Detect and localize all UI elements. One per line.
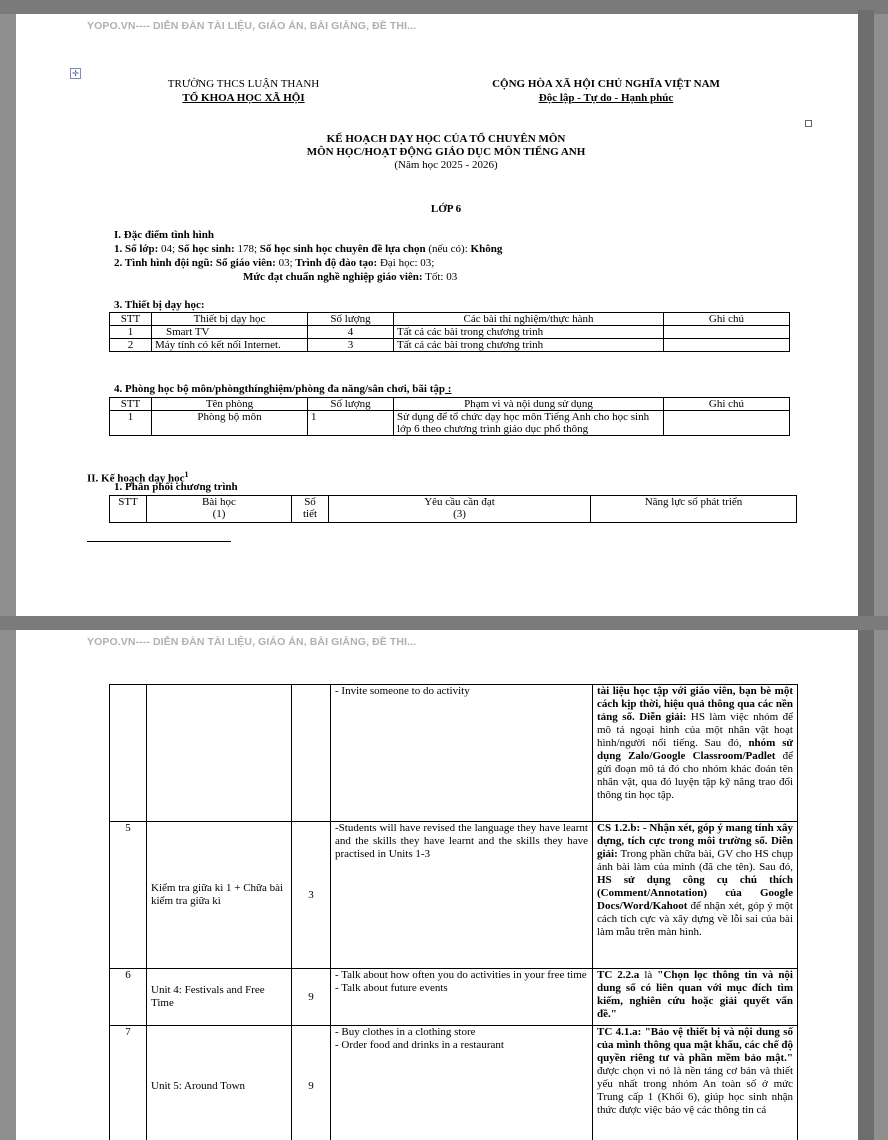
header-periods: Số bbox=[304, 496, 316, 508]
header-cell: Ghi chú bbox=[664, 398, 790, 411]
skill-text-bold: tài liệu học tập với giáo viên, bạn bè một cách kịp thời, hiệu quả thông qua các nền tảng số. Diễn giải: bbox=[597, 685, 793, 723]
table-cell: 1 bbox=[308, 411, 394, 436]
program-table bbox=[109, 684, 798, 1140]
skill-text: để nhận xét, góp ý một cách tích cực và xây dựng về lỗi sai của bài làm mẫu trên màn hình. bbox=[597, 900, 793, 938]
section-2-heading-text: II. Kế hoạch dạy học bbox=[87, 472, 185, 485]
table-cell bbox=[664, 339, 790, 352]
section-1-line-3 bbox=[243, 271, 457, 284]
table-cell: 1 bbox=[110, 326, 152, 339]
table-cell: 3 bbox=[308, 339, 394, 352]
table-cell bbox=[593, 822, 798, 969]
skill-text-bold: "Chọn lọc thông tin và nội dung số có liên quan với mục đích tìm kiếm, nghiên cứu hoặc giải quyết vấn đề." bbox=[597, 969, 793, 1020]
skill-text: HS làm việc nhóm để mô tả ngoại hình của một nhân vật hoạt hình/người nổi tiếng. Sau đó, bbox=[597, 711, 793, 749]
document-page-1 bbox=[16, 14, 858, 616]
header-requirement-num: (3) bbox=[453, 508, 466, 520]
table-cell bbox=[664, 326, 790, 339]
table-cell: 6 bbox=[110, 969, 147, 1026]
document-page-2 bbox=[16, 630, 858, 1140]
country-name: CỘNG HÒA XÃ HỘI CHỦ NGHĨA VIỆT NAM bbox=[492, 78, 720, 90]
grade-title: LỚP 6 bbox=[430, 203, 462, 215]
label-standard: Mức đạt chuẩn nghề nghiệp giáo viên: bbox=[243, 271, 423, 283]
header-cell: Số lượng bbox=[308, 398, 394, 411]
value-standard: Tốt: 03 bbox=[422, 271, 458, 283]
header-periods-2: tiết bbox=[302, 508, 318, 520]
requirement-line: - Talk about future events bbox=[335, 982, 448, 994]
window-top-strip bbox=[0, 0, 888, 14]
rooms-heading-text: 4. Phòng học bộ môn/phòngthínghiệm/phòng đa năng/sân chơi, bãi tập bbox=[114, 383, 446, 395]
table-row bbox=[110, 339, 790, 352]
skill-text: Trong phần chữa bài, GV cho HS chụp ảnh bài làm của mình (đã che tên). Sau đó, bbox=[597, 848, 793, 873]
page-gap bbox=[0, 616, 888, 630]
header-cell bbox=[329, 496, 591, 523]
table-cell: Máy tính có kết nối Internet. bbox=[152, 339, 308, 352]
table-cell: -Students will have revised the language they have learnt and the skills they have learnt and the skills they have practised in Units 1-3 bbox=[331, 822, 593, 969]
section-1-line-1 bbox=[114, 243, 502, 256]
header-cell bbox=[147, 496, 292, 523]
table-cell: 7 bbox=[110, 1026, 147, 1140]
value-teachers: 03; bbox=[275, 257, 293, 269]
requirement-line: - Order food and drinks in a restaurant bbox=[335, 1039, 504, 1051]
motto bbox=[446, 92, 766, 105]
table-cell bbox=[110, 685, 147, 822]
school-name: TRƯỜNG THCS LUẬN THANH bbox=[167, 78, 320, 90]
page-header: YOPO.VN---- DIỄN ĐÀN TÀI LIỆU, GIÁO ÁN, BÀI GIẢNG, ĐỀ THI... bbox=[87, 636, 417, 648]
header-cell: Phạm vi và nội dung sử dụng bbox=[394, 398, 664, 411]
skill-text: để gửi đoạn mô tả đó cho nhóm khác đoán tên nhân vật, qua đó luyện tập kỹ năng trao đổi thông tin học tập. bbox=[597, 750, 794, 801]
vertical-scrollbar[interactable] bbox=[858, 10, 874, 1140]
table-cell: 9 bbox=[292, 1026, 331, 1140]
equipment-table bbox=[109, 312, 790, 352]
header-cell: STT bbox=[110, 398, 152, 411]
table-header-row bbox=[110, 313, 790, 326]
footnote-mark: 1 bbox=[184, 470, 189, 479]
table-cell: 2 bbox=[110, 339, 152, 352]
skill-text: được chọn vì nó là nền tảng cơ bản và thiết yếu nhất trong nhóm An toàn số ở mức Trung cấp 1 (Khối 6), giúp học sinh nhận thức được việc bảo vệ các thông tin cá bbox=[597, 1065, 793, 1116]
table-row bbox=[110, 411, 790, 436]
label-elective-paren: (nếu có): bbox=[425, 243, 468, 255]
table-cell: Unit 4: Festivals and Free Time bbox=[147, 969, 292, 1026]
doc-title-1: KẾ HOẠCH DẠY HỌC CỦA TỔ CHUYÊN MÔN bbox=[326, 133, 566, 145]
header-cell: Số lượng bbox=[308, 313, 394, 326]
header-cell: STT bbox=[110, 496, 147, 523]
table-cell bbox=[292, 685, 331, 822]
header-cell: STT bbox=[110, 313, 152, 326]
requirement-line: - Buy clothes in a clothing store bbox=[335, 1026, 476, 1038]
requirement-line: - Talk about how often you do activities in your free time bbox=[335, 969, 587, 981]
department-name bbox=[146, 92, 341, 105]
page-header: YOPO.VN---- DIỄN ĐÀN TÀI LIỆU, GIÁO ÁN, BÀI GIẢNG, ĐỀ THI... bbox=[87, 20, 417, 32]
value-elective: Không bbox=[467, 243, 503, 255]
section-1-heading: I. Đặc điểm tình hình bbox=[114, 229, 214, 241]
doc-title-2: MÔN HỌC/HOẠT ĐỘNG GIÁO DỤC MÔN TIẾNG ANH bbox=[306, 146, 586, 158]
skill-text: là bbox=[639, 969, 658, 981]
table-row bbox=[110, 685, 798, 822]
equipment-heading: 3. Thiết bị dạy học: bbox=[114, 299, 205, 311]
label-elective: Số học sinh học chuyên đề lựa chọn bbox=[257, 243, 426, 255]
table-move-handle-icon[interactable]: ✛ bbox=[70, 68, 81, 79]
header-cell: Ghi chú bbox=[664, 313, 790, 326]
table-row bbox=[110, 1026, 798, 1140]
table-cell bbox=[664, 411, 790, 436]
header-lesson: Bài học bbox=[202, 496, 236, 508]
table-cell bbox=[593, 1026, 798, 1140]
skill-text-bold: TC 4.1.a: "Bảo vệ thiết bị và nội dung số của mình thông qua mật khẩu, các chế độ quyền riêng tư và phần mềm bảo mật." bbox=[597, 1026, 793, 1064]
table-row bbox=[110, 969, 798, 1026]
label-staff: 2. Tình hình đội ngũ: bbox=[114, 257, 214, 269]
header-cell: Các bài thí nghiệm/thực hành bbox=[394, 313, 664, 326]
program-table-header bbox=[109, 495, 797, 523]
skill-text-bold: CS 1.2.b: - Nhận xét, góp ý mang tính xây dựng, tích cực trong môi trường số. Diễn giải: bbox=[597, 822, 793, 860]
header-cell: Năng lực số phát triển bbox=[591, 496, 797, 523]
table-cell bbox=[593, 969, 798, 1026]
table-cell: Kiểm tra giữa kì 1 + Chữa bài kiểm tra giữa kì bbox=[147, 822, 292, 969]
table-cell: 4 bbox=[308, 326, 394, 339]
rooms-heading bbox=[114, 383, 451, 396]
skill-text-bold: nhóm sử dụng Zalo/Google Classroom/Padlet bbox=[597, 737, 794, 762]
skill-text-bold: TC 2.2.a bbox=[597, 969, 640, 981]
header-cell: Thiết bị dạy học bbox=[152, 313, 308, 326]
skill-text-bold: HS sử dụng công cụ chú thích (Comment/Annotation) của Google Docs/Word/Kahoot bbox=[597, 874, 793, 912]
table-cell bbox=[331, 1026, 593, 1140]
resize-handle-icon[interactable] bbox=[805, 120, 812, 127]
section-2-sub: 1. Phân phối chương trình bbox=[114, 481, 238, 493]
rooms-heading-tail: : bbox=[445, 383, 452, 395]
section-1-line-2 bbox=[114, 257, 434, 270]
table-cell bbox=[331, 969, 593, 1026]
table-cell: 1 bbox=[110, 411, 152, 436]
table-header-row bbox=[110, 496, 797, 523]
footnote-separator bbox=[87, 541, 231, 542]
table-header-row bbox=[110, 398, 790, 411]
value-qualification: Đại học: 03; bbox=[377, 257, 435, 269]
table-cell: Tất cả các bài trong chương trình bbox=[394, 326, 664, 339]
school-year: (Năm học 2025 - 2026) bbox=[394, 159, 498, 171]
motto-label: Độc lập - Tự do - Hạnh phúc bbox=[538, 92, 674, 104]
table-row bbox=[110, 822, 798, 969]
table-cell: Tất cả các bài trong chương trình bbox=[394, 339, 664, 352]
value-students: 178; bbox=[234, 243, 258, 255]
label-classes: 1. Số lớp: bbox=[114, 243, 159, 255]
table-cell: Unit 5: Around Town bbox=[147, 1026, 292, 1140]
table-cell bbox=[593, 685, 798, 822]
header-cell: Tên phòng bbox=[152, 398, 308, 411]
label-students: Số học sinh: bbox=[175, 243, 235, 255]
value-classes: 04; bbox=[158, 243, 176, 255]
table-cell: - Invite someone to do activity bbox=[331, 685, 593, 822]
table-cell bbox=[147, 685, 292, 822]
table-cell: Phòng bộ môn bbox=[152, 411, 308, 436]
header-lesson-num: (1) bbox=[212, 508, 226, 520]
department-label: TỔ KHOA HỌC XÃ HỘI bbox=[182, 92, 305, 104]
table-cell: Sử dụng để tổ chức dạy học môn Tiếng Anh cho học sinh lớp 6 theo chương trình giáo dục phổ thông bbox=[394, 411, 664, 436]
label-teachers: Số giáo viên: bbox=[213, 257, 276, 269]
label-qualification: Trình độ đào tạo: bbox=[292, 257, 378, 269]
table-cell: 3 bbox=[292, 822, 331, 969]
table-cell: 9 bbox=[292, 969, 331, 1026]
rooms-table bbox=[109, 397, 790, 436]
table-row bbox=[110, 326, 790, 339]
table-cell: 5 bbox=[110, 822, 147, 969]
table-cell: Smart TV bbox=[152, 326, 308, 339]
header-requirement: Yêu cầu cần đạt bbox=[424, 496, 495, 508]
header-cell bbox=[292, 496, 329, 523]
